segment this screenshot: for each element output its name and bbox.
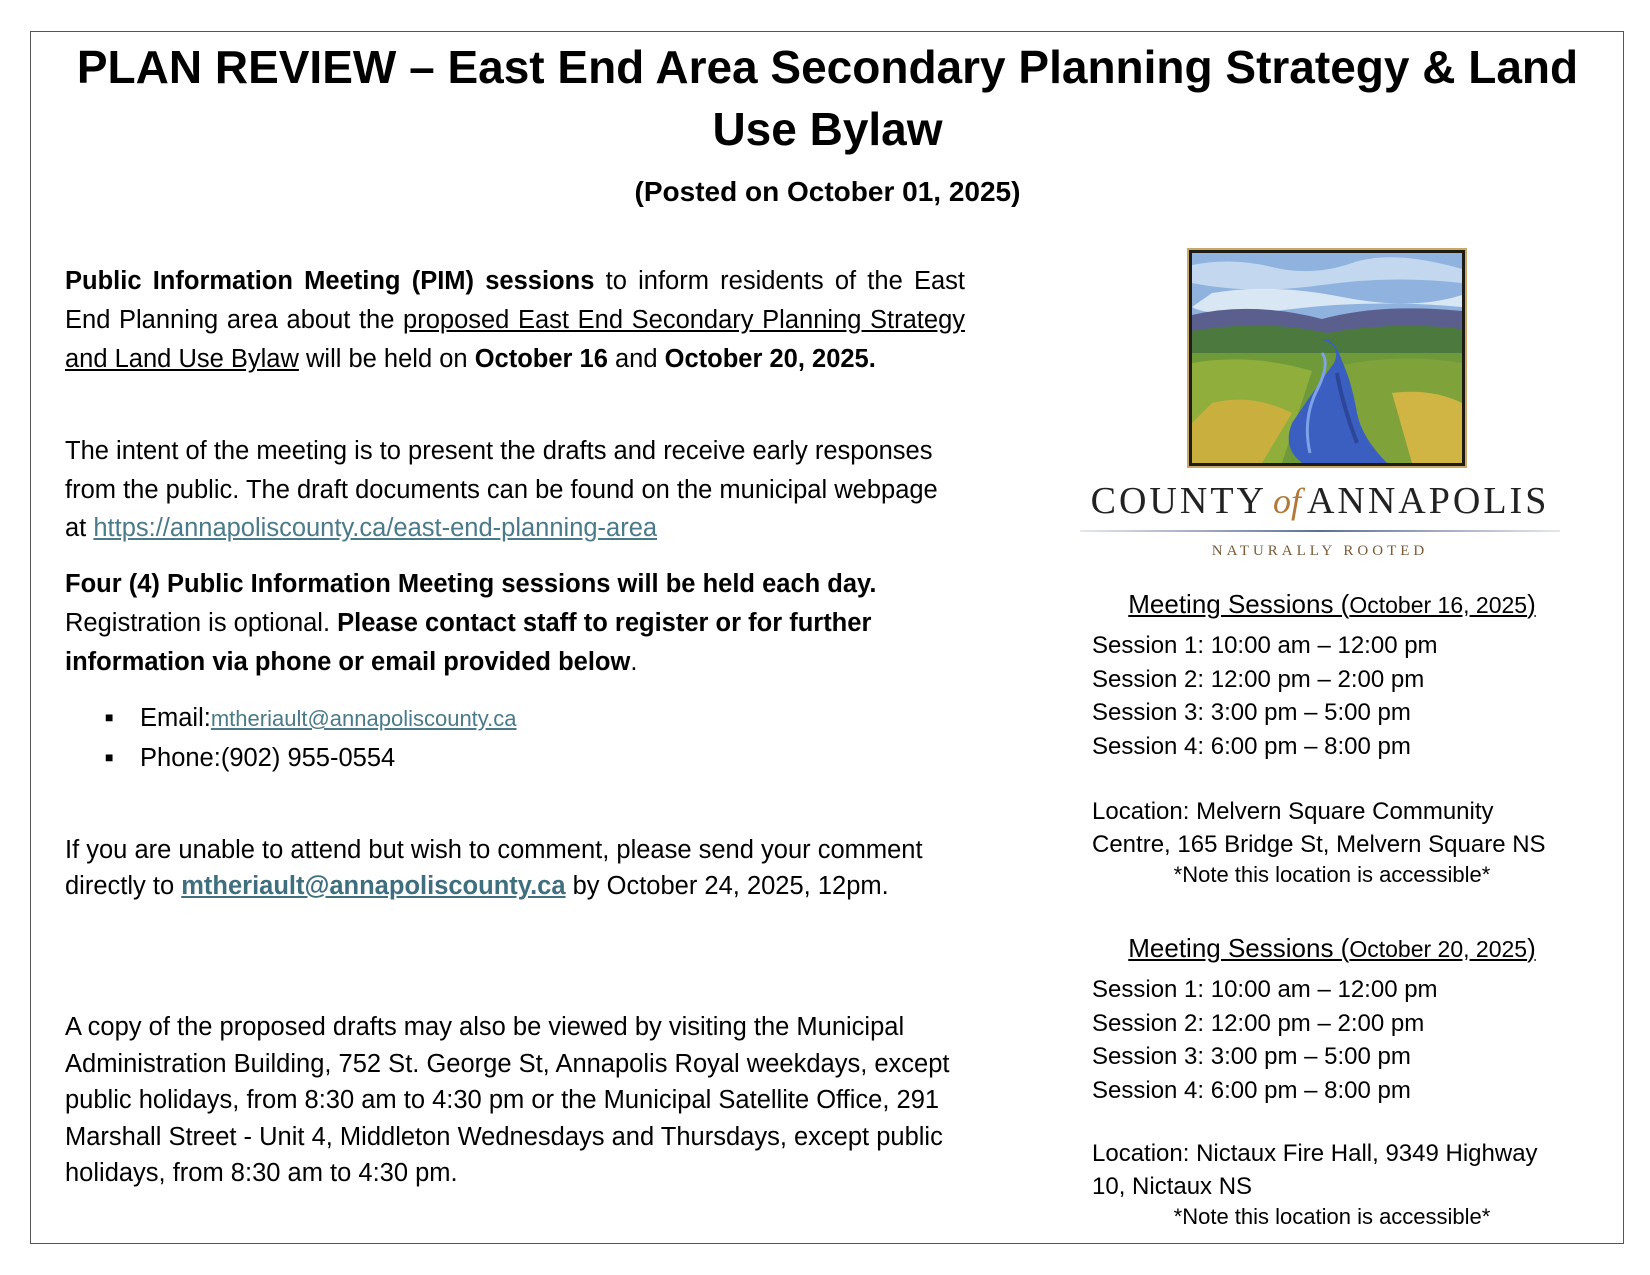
contact-email-item [105, 700, 705, 740]
session-item: Session 4: 6:00 pm – 8:00 pm [1092, 1076, 1411, 1104]
county-wordmark [1075, 477, 1565, 525]
intro-text-1: to inform residents of the East End Planning area about the [65, 267, 965, 334]
sessions-info-bold-2: Please contact staff to register or for further information via phone or email provided below [65, 609, 872, 676]
phone-number: (902) 955-0554 [220, 744, 396, 772]
email-label: Email: [140, 704, 211, 732]
river-landscape-painting [1189, 250, 1465, 466]
comment-email-link[interactable]: mtheriault@annapoliscounty.ca [181, 872, 566, 900]
intro-date-2: October 20, 2025. [664, 345, 876, 373]
meeting-heading-label: Meeting Sessions ( [1128, 933, 1350, 963]
intro-date-1: October 16 [474, 345, 608, 373]
session-item: Session 2: 12:00 pm – 2:00 pm [1092, 665, 1425, 693]
meeting-heading-close: ) [1527, 933, 1536, 963]
comment-paragraph [65, 832, 965, 904]
session-list [1092, 629, 1612, 763]
sessions-info-bold-1: Four (4) Public Information Meeting sessions will be held each day. [65, 570, 877, 598]
meeting-heading-close: ) [1527, 589, 1536, 619]
session-item: Session 2: 12:00 pm – 2:00 pm [1092, 1009, 1425, 1037]
sessions-info-plain: Registration is optional. [65, 609, 338, 637]
comment-text-1: If you are unable to attend but wish to comment, please send your comment directly to [65, 836, 923, 900]
session-item: Session 3: 3:00 pm – 5:00 pm [1092, 1043, 1411, 1070]
meeting-date: October 20, 2025 [1349, 936, 1528, 962]
of-word: of [1272, 481, 1301, 521]
session-list [1092, 973, 1612, 1107]
session-item: Session 4: 6:00 pm – 8:00 pm [1092, 732, 1411, 760]
copy-paragraph: A copy of the proposed drafts may also be viewed by visiting the Municipal Administration Building, 752 St. George St, Annapolis Royal weekdays, except public holidays, from 8:30 am to 4:30 pm or the Municipal Satellite Office, 291 Marshall Street - Unit 4, Middleton Wednesdays and Thursdays, except public holidays, from 8:30 am to 4:30 pm. [65, 1013, 950, 1187]
posted-date: (Posted on October 01, 2025) [634, 176, 1021, 207]
accessibility-note: *Note this location is accessible* [1173, 1204, 1491, 1229]
county-word: COUNTY [1090, 480, 1267, 522]
wordmark-underline [1080, 530, 1560, 532]
intro-paragraph [65, 262, 965, 379]
meeting-date: October 16, 2025 [1349, 592, 1528, 618]
meeting-location: Location: Melvern Square Community Centre, 165 Bridge St, Melvern Square NS [1092, 798, 1546, 858]
intent-text: The intent of the meeting is to present the drafts and receive early responses from the public. The draft documents can be found on the municipal webpage at [65, 437, 938, 542]
session-item: Session 3: 3:00 pm – 5:00 pm [1092, 699, 1411, 726]
meeting-block-oct-16 [1092, 588, 1612, 889]
bullet-icon: ■ [105, 709, 114, 725]
contact-phone-item [105, 740, 705, 780]
intro-underlined: proposed East End Secondary Planning Strategy and Land Use Bylaw [65, 306, 965, 373]
intent-paragraph [65, 432, 965, 548]
session-item: Session 1: 10:00 am – 12:00 pm [1092, 976, 1438, 1003]
bullet-icon: ■ [105, 749, 114, 765]
meeting-heading [1092, 932, 1572, 965]
phone-label: Phone: [140, 744, 221, 772]
contact-list [105, 700, 705, 780]
annapolis-word: ANNAPOLIS [1306, 480, 1550, 522]
intro-text-2: will be held on [298, 345, 475, 373]
email-link[interactable]: mtheriault@annapoliscounty.ca [210, 706, 517, 731]
intro-text-3: and [607, 345, 665, 373]
sessions-info-end: . [630, 648, 638, 676]
meeting-block-oct-20 [1092, 932, 1612, 1231]
meeting-heading-label: Meeting Sessions ( [1128, 589, 1350, 619]
meeting-location: Location: Nictaux Fire Hall, 9349 Highway 10, Nictaux NS [1092, 1140, 1538, 1200]
comment-text-2: by October 24, 2025, 12pm. [565, 872, 889, 900]
accessibility-note: *Note this location is accessible* [1173, 862, 1491, 887]
page-title: PLAN REVIEW – East End Area Secondary Planning Strategy & Land Use Bylaw [76, 41, 1579, 155]
meeting-heading [1092, 588, 1572, 621]
tagline: NATURALLY ROOTED [1211, 543, 1429, 559]
intro-lead: Public Information Meeting (PIM) sessions [65, 267, 595, 295]
planning-area-link[interactable]: https://annapoliscounty.ca/east-end-planning-area [93, 514, 658, 542]
sessions-info-paragraph [65, 565, 965, 682]
session-item: Session 1: 10:00 am – 12:00 pm [1092, 632, 1438, 659]
